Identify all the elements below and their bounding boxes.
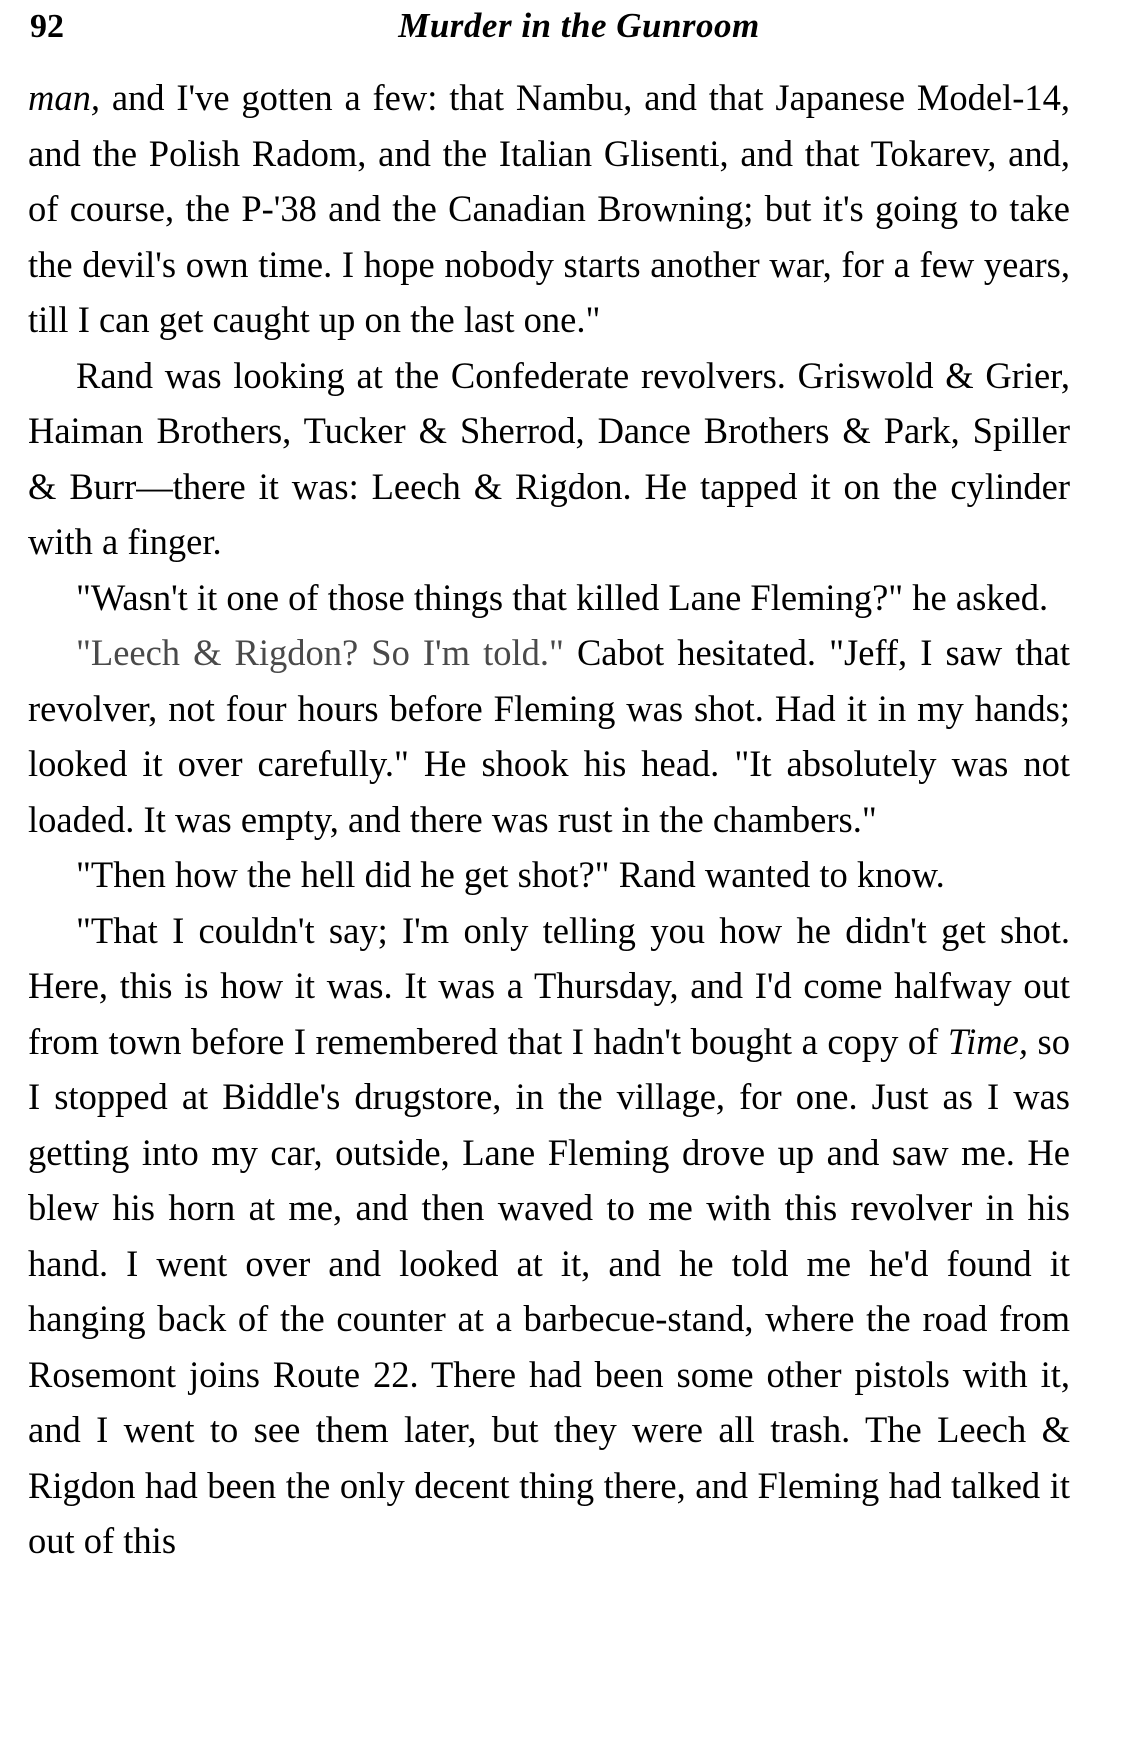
faded-text: "Leech & Rigdon? So I'm told." (76, 632, 564, 673)
page-header (0, 0, 1128, 70)
paragraph (28, 847, 1070, 903)
text-run: "That I couldn't say; I'm only telling you how he didn't get shot. Here, this is how it was. It was a Thursday, and I'd come halfway out from town before I remembered that I hadn't bought a copy of (28, 909, 1070, 1062)
paragraph (28, 903, 1070, 1569)
italic-text: man, (28, 77, 100, 118)
paragraph (28, 70, 1070, 348)
running-head: Murder in the Gunroom (398, 6, 760, 45)
text-run: so I stopped at Biddle's drugstore, in the village, for one. Just as I was getting into my car, outside, Lane Fleming drove up and saw me. He blew his horn at me, and then waved to me with this revolver in his hand. I went over and looked at it, and he told me he'd found it hanging back of the counter at a barbecue-stand, where the road from Rosemont joins Route 22. There had been some other pistols with it, and I went to see them later, but they were all trash. The Leech & Rigdon had been the only decent thing there, and Fleming had talked it out of this (28, 1020, 1070, 1561)
text-run: "Then how the hell did he get shot?" Rand wanted to know. (76, 854, 945, 895)
text-run: and I've gotten a few: that Nambu, and that Japanese Model-14, and the Polish Radom, and the Italian Glisenti, and that Tokarev, and, of course, the P-'38 and the Canadian Browning; but it's going to take the devil's own time. I hope nobody starts another war, for a few years, till I can get caught up on the last one." (28, 77, 1070, 340)
text-run: Rand was looking at the Confederate revolvers. Griswold & Grier, Haiman Brothers, Tucker & Sherrod, Dance Brothers & Park, Spiller & Burr—there it was: Leech & Rigdon. He tapped it on the cylinder with a finger. (28, 354, 1070, 562)
text-run: Cabot hesitated. "Jeff, I saw that revolver, not four hours before Fleming was shot. Had it in my hands; looked it over carefully." He shook his head. "It absolutely was not loaded. It was empty, and there was rust in the chambers." (28, 632, 1070, 840)
italic-text: Time, (947, 1020, 1028, 1062)
paragraph (28, 570, 1070, 626)
paragraph (28, 348, 1070, 570)
page-number: 92 (30, 8, 64, 45)
text-run: "Wasn't it one of those things that killed Lane Fleming?" he asked. (76, 576, 1049, 618)
paragraph (28, 625, 1070, 847)
page-body-text (0, 70, 1128, 1569)
